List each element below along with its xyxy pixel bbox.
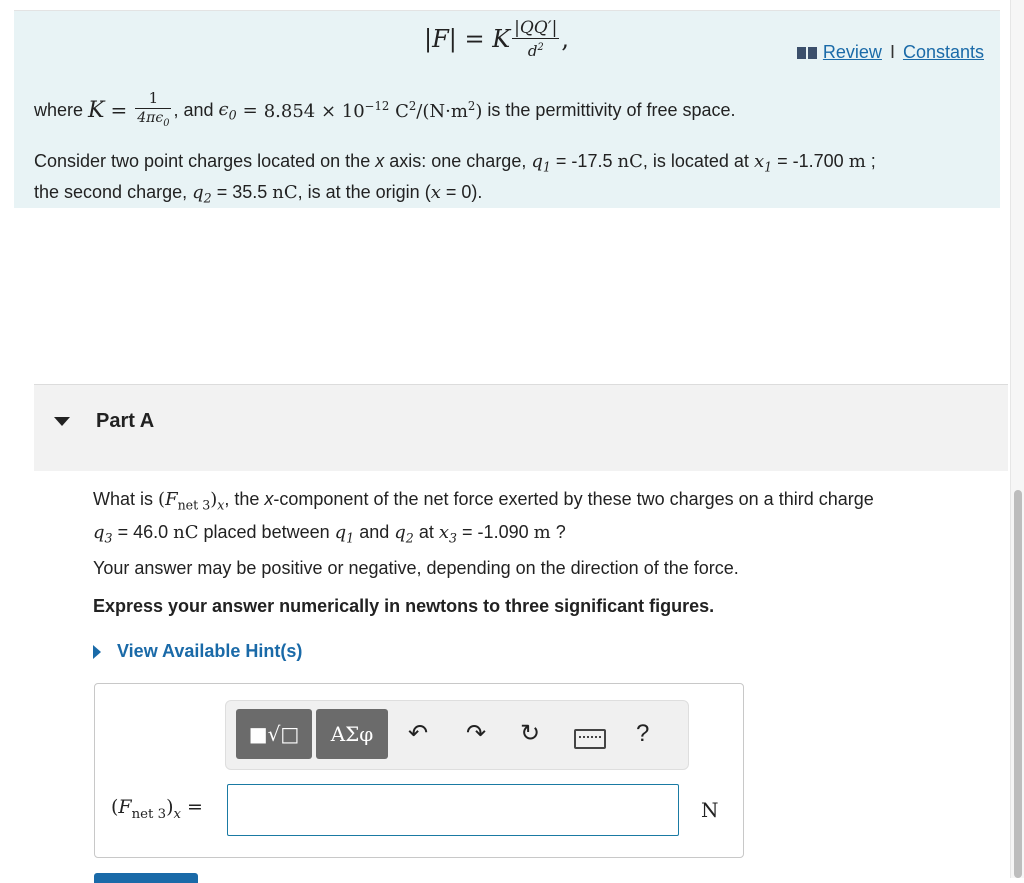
expand-triangle-icon	[93, 645, 101, 659]
coulomb-law-formula: |F| = K $\frac{|QQ'|}{d^2}$ ,	[424, 18, 569, 60]
where-word: where	[34, 99, 84, 120]
link-separator: I	[889, 42, 895, 62]
scrollbar[interactable]	[1010, 0, 1024, 878]
hint-label: View Available Hint(s)	[117, 641, 303, 661]
symbols-button[interactable]: ΑΣφ	[316, 709, 388, 759]
x3-value: = -1.090	[462, 521, 529, 542]
q1-value: = -17.5	[555, 151, 613, 171]
epsilon-symbol: $\epsilon_0$	[218, 98, 237, 123]
templates-button[interactable]: ■√□	[236, 709, 312, 759]
answer-input[interactable]	[227, 784, 679, 836]
permittivity-value: $8.854 \times 10^{-12}$ $C^2/(N\cdot m^2)$	[263, 98, 483, 122]
q2-value: = 35.5	[216, 181, 268, 202]
resource-links	[797, 42, 984, 63]
question-text: What is $(F_{net 3})_x$, the x-component of the net force exerted by these two charges on a third charge $q_3 = 46.0$ nC placed between $q_1$ and $q_2$ at $x_3 = -1.090$ m ?	[93, 489, 874, 546]
part-title: Part A	[96, 410, 155, 432]
and-word: , and	[173, 99, 214, 120]
constants-link[interactable]: Constants	[902, 42, 984, 62]
answer-box	[94, 683, 744, 858]
answer-sign-note: Your answer may be positive or negative, depending on the direction of the force.	[93, 558, 739, 578]
x1-value: = -1.700	[777, 151, 844, 171]
unit-label: N	[701, 798, 719, 822]
undo-icon[interactable]: ↶	[408, 720, 429, 747]
submit-button[interactable]	[94, 873, 198, 883]
answer-label: $(F_{net 3})_x$ =	[111, 796, 203, 822]
reset-icon[interactable]: ↻	[520, 720, 541, 747]
permittivity-description: is the permittivity of free space.	[487, 99, 736, 120]
collapse-triangle-icon[interactable]	[54, 417, 70, 426]
answer-instruction: Express your answer numerically in newtons to three significant figures.	[93, 596, 715, 616]
scrollbar-thumb[interactable]	[1014, 490, 1022, 878]
view-hints-link[interactable]	[93, 641, 302, 662]
keyboard-icon[interactable]	[574, 729, 606, 749]
math-toolbar	[225, 700, 689, 770]
constant-definition: where K = $\frac{1}{4\pi\epsilon_0}$ , and $\epsilon_0$ = $8.854 \times 10^{-12}$ $C^2/(N\cdot m^2)$ is the permittivity of free space.	[34, 88, 736, 133]
review-link[interactable]: Review	[822, 42, 882, 62]
part-a-header[interactable]	[34, 384, 1008, 471]
book-icon	[797, 47, 817, 59]
q3-value: = 46.0	[117, 521, 169, 542]
help-button[interactable]: ?	[636, 720, 650, 747]
redo-icon[interactable]: ↷	[466, 720, 487, 747]
k-fraction: $\frac{1}{4\pi\epsilon_0}$	[137, 89, 170, 129]
k-symbol: K	[88, 97, 105, 123]
problem-statement: Consider two point charges located on the x axis: one charge, $q_1 = -17.5$ nC, is located at $x_1 = -1.700$ m ; the second charge, $q_2 = 35.5$ nC, is at the origin (x = 0).	[34, 151, 876, 206]
